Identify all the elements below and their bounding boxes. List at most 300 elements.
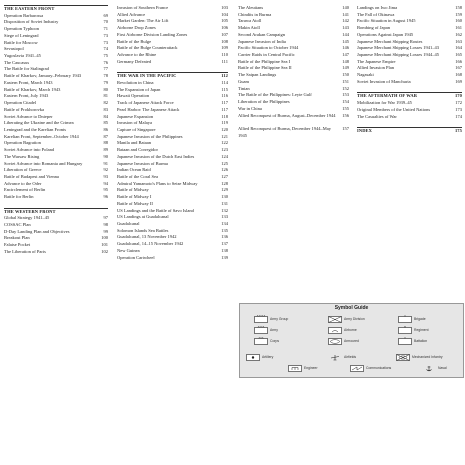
entry-title: The Battle of the Philippines: Leyte Gulf — [238, 92, 312, 98]
entry-title: Battle of the Philippine Sea II — [238, 65, 292, 71]
toc-column-1 — [4, 5, 108, 256]
page-number: 168 — [455, 72, 462, 78]
page-number: 112 — [221, 73, 228, 79]
entry-title: Guadalcanal, 14–15 November 1942 — [117, 241, 184, 247]
page-number: 160 — [455, 18, 462, 24]
toc-entry — [117, 221, 228, 228]
corps-symbol: XXX Corps — [254, 337, 279, 345]
page-number: 136 — [221, 234, 228, 240]
entry-title: The Battle for Stalingrad — [4, 66, 49, 72]
page-number: 162 — [455, 31, 462, 37]
entry-title: Allied Reconquest of Burma, December 1944–May 1945 — [238, 125, 331, 138]
entry-title: Second Arakan Campaign — [238, 31, 285, 37]
page-number: 139 — [221, 254, 228, 260]
page-number: 104 — [221, 11, 228, 17]
section-spacer — [357, 120, 462, 127]
toc-section-heading — [117, 72, 228, 80]
toc-entry — [238, 99, 349, 106]
entry-title: Carrier Raids in Central Pacific — [238, 52, 295, 58]
toc-entry — [4, 40, 108, 47]
toc-entry — [4, 167, 108, 174]
page-number: 73 — [103, 32, 108, 38]
entry-title: Allied Advance — [117, 11, 146, 17]
entry-title: Nagasaki — [357, 72, 374, 78]
entry-title: Market Garden: The Air Lift — [117, 18, 169, 24]
page-number: 83 — [103, 106, 108, 112]
entry-title: Airborne Drop Zones — [117, 25, 156, 31]
brigade-icon — [398, 315, 412, 323]
entry-title: Sevastopol — [4, 46, 24, 52]
entry-title: Battle for Berlin — [4, 194, 34, 200]
toc-entry — [4, 154, 108, 161]
page-number: 146 — [342, 45, 349, 51]
toc-entry — [117, 174, 228, 181]
toc-entry — [117, 18, 228, 25]
entry-title: The Aleutians — [238, 5, 264, 10]
entry-title: Japanese Merchant Shipping Losses 1944–45 — [357, 52, 439, 58]
toc-entry — [4, 107, 108, 114]
svg-text:XXXX: XXXX — [257, 326, 265, 329]
toc-entry — [117, 52, 228, 59]
toc-entry — [357, 100, 462, 107]
toc-entry — [4, 46, 108, 53]
toc-entry — [4, 53, 108, 60]
entry-title: Original Members of the United Nations — [357, 106, 431, 112]
toc-entry — [238, 65, 349, 72]
entry-title: US Landings at Guadalcanal — [117, 214, 169, 220]
svg-text:II: II — [404, 337, 406, 340]
artillery-icon — [246, 353, 260, 361]
page-number: 82 — [103, 100, 108, 106]
toc-entry — [357, 32, 462, 39]
entry-title: Soviet Invasion of Manchuria — [357, 78, 411, 84]
svg-text:X: X — [404, 315, 406, 318]
page-number: 124 — [221, 153, 228, 159]
page-number: 96 — [103, 194, 108, 200]
toc-entry — [117, 80, 228, 87]
section-title: THE WAR IN THE PACIFIC — [117, 73, 177, 79]
toc-entry — [117, 161, 228, 168]
page-number: 110 — [221, 52, 228, 58]
entry-title: Battle of Prokhorovka — [4, 106, 44, 112]
toc-entry — [4, 181, 108, 188]
entry-title: The Fall of Okinawa — [357, 11, 395, 17]
toc-entry — [117, 187, 228, 194]
toc-entry — [117, 181, 228, 188]
entry-title: US Landings and the Battle of Savo Island — [117, 207, 194, 213]
toc-entry — [238, 5, 349, 12]
toc-entry — [238, 39, 349, 46]
page-number: 121 — [221, 133, 228, 139]
entry-title: The Warsaw Rising — [4, 153, 40, 159]
toc-entry — [4, 222, 108, 229]
toc-entry — [4, 235, 108, 242]
entry-title: Battle of the Coral Sea — [117, 173, 158, 179]
entry-title: Bombing of Japan — [357, 25, 390, 31]
entry-title: Advance to the Rhine — [117, 52, 157, 58]
entry-title: Operations Against Japan 1945 — [357, 31, 414, 37]
page-number: 144 — [342, 31, 349, 37]
toc-entry — [117, 194, 228, 201]
page-number: 103 — [221, 5, 228, 10]
page-number: 85 — [103, 120, 108, 126]
page-number: 170 — [454, 93, 462, 99]
page-number: 80 — [103, 86, 108, 92]
page-number: 152 — [342, 85, 349, 91]
entry-title: Track of Japanese Attack Force — [117, 100, 174, 106]
page-number: 92 — [103, 167, 108, 173]
entry-title: Landings on Iwo Jima — [357, 5, 398, 10]
toc-entry — [357, 52, 462, 59]
toc-entry — [238, 52, 349, 59]
toc-entry — [4, 242, 108, 249]
page-number: 90 — [103, 153, 108, 159]
entry-title: Invasion of Southern France — [117, 5, 169, 10]
entry-title: Germany Defeated — [117, 58, 152, 64]
toc-entry — [238, 32, 349, 39]
entry-title: The Liberation of Paris — [4, 248, 46, 254]
page-number: 107 — [221, 31, 228, 37]
page-number: 141 — [342, 11, 349, 17]
regiment-icon — [398, 326, 412, 334]
airborne-symbol: Airborne — [328, 326, 357, 334]
toc-entry — [117, 32, 228, 39]
entry-title: Tinian — [238, 85, 250, 91]
page-number: 138 — [221, 247, 228, 253]
toc-entry — [117, 114, 228, 121]
entry-title: Siege of Leningrad — [4, 32, 39, 38]
page-number: 155 — [342, 105, 349, 111]
army-symbol: XXXX Army — [254, 326, 278, 334]
page-number: 174 — [455, 113, 462, 119]
toc-entry — [238, 92, 349, 99]
entry-title: Soviet Advance to Dnieper — [4, 113, 53, 119]
toc-entry — [117, 140, 228, 147]
entry-title: Hawaii Operation — [117, 93, 150, 99]
naval-symbol: Naval — [422, 364, 447, 372]
toc-entry — [357, 18, 462, 25]
toc-entry — [117, 167, 228, 174]
toc-entry — [4, 127, 108, 134]
page-number: 117 — [221, 106, 228, 112]
page-number: 76 — [103, 59, 108, 65]
page-number: 142 — [342, 18, 349, 24]
toc-entry — [4, 174, 108, 181]
page-number: 140 — [342, 5, 349, 10]
page-number: 154 — [342, 99, 349, 105]
page-number: 134 — [221, 221, 228, 226]
toc-entry — [117, 214, 228, 221]
entry-title: Liberating the Ukraine and the Crimea — [4, 120, 74, 126]
entry-title: Battle of the Bulge — [117, 38, 152, 44]
page-number: 116 — [221, 93, 228, 99]
toc-entry — [117, 100, 228, 107]
entry-title: The Expansion of Japan — [117, 86, 161, 92]
engineer-symbol: Engineer — [288, 364, 318, 372]
entry-title: Tarawa Atoll — [238, 18, 262, 24]
page-number: 70 — [103, 19, 108, 25]
page-number: 145 — [342, 38, 349, 44]
engineer-icon — [288, 364, 302, 372]
entry-title: Allied Invasion Plan — [357, 65, 394, 71]
army-icon — [254, 326, 268, 334]
army-group-icon — [254, 315, 268, 323]
toc-entry — [238, 86, 349, 93]
toc-entry — [357, 107, 462, 114]
entry-title: Operation Citadel — [4, 100, 37, 106]
entry-title: Japanese Invasion of Burma — [117, 160, 168, 166]
toc-entry — [4, 33, 108, 40]
page-number: 123 — [221, 147, 228, 153]
page-number: 94 — [103, 180, 108, 186]
svg-text:XXXXX: XXXXX — [256, 315, 266, 318]
page-number: 161 — [455, 25, 462, 31]
toc-entry — [117, 45, 228, 52]
entry-title: The Japanese Empire — [357, 58, 396, 64]
section-spacer — [117, 65, 228, 72]
army-division-symbol: Army Division — [328, 315, 365, 323]
toc-entry — [4, 66, 108, 73]
entry-title: Admiral Yamamoto's Plans to Seize Midway — [117, 180, 198, 186]
entry-title: Global Strategy 1941–45 — [4, 215, 50, 221]
communications-icon — [350, 364, 364, 372]
toc-entry — [117, 248, 228, 255]
entry-title: Karelian Front, September–October 1944 — [4, 133, 79, 139]
airfields-symbol: Airfields — [328, 353, 356, 361]
toc-entry — [117, 93, 228, 100]
page-number: 88 — [103, 140, 108, 146]
page-number: 172 — [455, 100, 462, 106]
page-number: 77 — [103, 66, 108, 72]
toc-entry — [238, 79, 349, 86]
entry-title: Invasion of Malaya — [117, 120, 152, 126]
entry-title: Battle of Midway I — [117, 194, 152, 200]
toc-entry — [4, 114, 108, 121]
entry-title: COSSAC Plan — [4, 222, 31, 227]
entry-title: Battle of Kharkov, January–February 1943 — [4, 73, 82, 79]
toc-entry — [357, 79, 462, 86]
toc-column-3 — [238, 5, 349, 139]
toc-entry — [238, 12, 349, 19]
page-number: 129 — [221, 187, 228, 193]
entry-title: Liberation of the Philippines — [238, 99, 290, 105]
toc-entry — [4, 120, 108, 127]
page-number: 175 — [454, 127, 462, 133]
page-number: 109 — [221, 45, 228, 51]
toc-section-heading — [4, 208, 108, 216]
page-number: 167 — [455, 65, 462, 71]
toc-entry — [4, 19, 108, 26]
page-number: 148 — [342, 58, 349, 64]
toc-column-2 — [117, 5, 228, 261]
page-number: 81 — [103, 93, 108, 99]
entry-title: Yugoslavia 1941–45 — [4, 53, 41, 59]
toc-entry — [357, 45, 462, 52]
entry-title: Pacific Situation in August 1945 — [357, 18, 416, 24]
entry-title: Chindits in Burma — [238, 11, 272, 17]
toc-entry — [238, 18, 349, 25]
entry-title: Operation Cartwheel — [117, 254, 155, 260]
page-number: 84 — [103, 113, 108, 119]
corps-icon — [254, 337, 268, 345]
toc-entry — [117, 107, 228, 114]
page-number: 131 — [221, 200, 228, 206]
toc-entry — [117, 154, 228, 161]
battalion-symbol: II Battalion — [398, 337, 427, 345]
section-spacer — [4, 201, 108, 208]
entry-title: Japanese Invasion of the Philippines — [117, 133, 183, 139]
toc-entry — [238, 25, 349, 32]
entry-title: Soviet Advance into Romania and Hungary — [4, 160, 83, 166]
page-number: 126 — [221, 167, 228, 173]
page-number: 71 — [103, 26, 108, 32]
toc-entry — [357, 12, 462, 19]
toc-entry — [117, 147, 228, 154]
toc-entry — [4, 100, 108, 107]
brigade-symbol: X Brigade — [398, 315, 426, 323]
toc-entry — [117, 134, 228, 141]
toc-entry — [238, 59, 349, 66]
toc-entry — [4, 147, 108, 154]
artillery-symbol: Artillery — [246, 353, 273, 361]
entry-title: Guadalcanal, 13 November 1942 — [117, 234, 177, 240]
entry-title: Encirclement of Berlin — [4, 187, 46, 193]
page-number: 98 — [103, 222, 108, 227]
entry-title: Battle of Midway — [117, 187, 149, 193]
entry-title: Battle for Moscow — [4, 39, 38, 45]
page-number: 79 — [103, 79, 108, 85]
page-number: 127 — [221, 173, 228, 179]
page-number: 164 — [455, 45, 462, 51]
page-number: 156 — [342, 112, 349, 118]
page-number: 117 — [221, 100, 228, 106]
page-number: 150 — [342, 72, 349, 78]
page-number: 149 — [342, 65, 349, 71]
regiment-symbol: III Regiment — [398, 326, 429, 334]
entry-title: New Guinea — [117, 247, 140, 253]
entry-title: The Casualties of War — [357, 113, 397, 119]
entry-title: Operation Typhoon — [4, 26, 39, 32]
anchor-icon — [422, 364, 436, 372]
page-number: 137 — [221, 241, 228, 247]
entry-title: Capture of Singapore — [117, 126, 156, 132]
mechanized-infantry-icon — [396, 353, 410, 361]
page-number: 163 — [455, 38, 462, 44]
page-number: 125 — [221, 160, 228, 166]
page-number: 86 — [103, 126, 108, 132]
toc-entry — [117, 59, 228, 66]
entry-title: Mobilization for War 1939–45 — [357, 100, 412, 106]
page-number: 102 — [101, 248, 108, 254]
toc-entry — [117, 120, 228, 127]
page-number: 105 — [221, 18, 228, 24]
symbol-guide-title: Symbol Guide — [334, 305, 369, 311]
svg-text:XXX: XXX — [258, 337, 264, 340]
page-number: 173 — [455, 106, 462, 112]
page-number: 166 — [455, 58, 462, 64]
page-number: 147 — [342, 52, 349, 58]
toc-entry — [357, 59, 462, 66]
entry-title: Japanese Invasion of the Dutch East Indies — [117, 153, 195, 159]
toc-entry — [238, 72, 349, 79]
toc-entry — [4, 215, 108, 222]
toc-entry — [4, 249, 108, 256]
toc-entry — [117, 25, 228, 32]
toc-entry — [117, 127, 228, 134]
armoured-symbol: Armoured — [328, 337, 359, 345]
toc-entry — [4, 87, 108, 94]
toc-entry — [238, 106, 349, 113]
entry-title: Makin Atoll — [238, 25, 260, 31]
section-title: THE WESTERN FRONT — [4, 208, 56, 214]
page-number: 115 — [221, 86, 228, 92]
entry-title: Japanese Merchant Shipping Routes — [357, 38, 423, 44]
toc-entry — [357, 114, 462, 121]
page-number: 165 — [455, 52, 462, 58]
page-number: 132 — [221, 207, 228, 213]
entry-title: Japanese Expansion — [117, 113, 154, 119]
toc-entry — [4, 26, 108, 33]
toc-entry — [4, 140, 108, 147]
toc-entry — [4, 13, 108, 20]
toc-entry — [357, 72, 462, 79]
toc-entry — [357, 39, 462, 46]
battalion-icon — [398, 337, 412, 345]
entry-title: War in China — [238, 105, 262, 111]
toc-entry — [117, 241, 228, 248]
page-number: 74 — [103, 46, 108, 52]
page-number: 128 — [221, 180, 228, 186]
section-title: THE EASTERN FRONT — [4, 6, 55, 11]
page-number: 69 — [103, 12, 108, 18]
toc-entry — [4, 161, 108, 168]
entry-title: Operation Bagration — [4, 140, 41, 146]
toc-section-heading — [357, 92, 462, 100]
entry-title: Battle of the Philippine Sea I — [238, 58, 291, 64]
toc-entry — [238, 45, 349, 52]
toc-entry — [357, 65, 462, 72]
entry-title: Pearl Harbor: The Japanese Attack — [117, 106, 180, 112]
page-number: 143 — [342, 25, 349, 31]
page-number: 73 — [103, 39, 108, 45]
toc-entry — [117, 234, 228, 241]
entry-title: Japanese Invasion of India — [238, 38, 286, 44]
entry-title: Japanese Merchant Shipping Losses 1941–43 — [357, 45, 439, 51]
page-number: 78 — [103, 73, 108, 79]
page-number: 122 — [221, 140, 228, 146]
division-icon — [328, 315, 342, 323]
toc-entry — [4, 73, 108, 80]
page-number: 130 — [221, 194, 228, 200]
page-number: 101 — [101, 242, 108, 248]
page-number: 91 — [103, 160, 108, 166]
entry-title: Eastern Front, March 1943 — [4, 79, 53, 85]
svg-text:III: III — [403, 326, 407, 329]
toc-column-4 — [357, 5, 462, 135]
entry-title: Battle of Budapest and Vienna — [4, 173, 59, 179]
entry-title: Battle of the Bulge Counterattack — [117, 45, 178, 51]
page-number: 99 — [103, 228, 108, 234]
section-title: THE AFTERMATH OF WAR — [357, 93, 418, 99]
toc-entry — [4, 134, 108, 141]
page-number: 133 — [221, 214, 228, 220]
page-number: 95 — [103, 187, 108, 193]
entry-title: Leningrad and the Karelian Fronts — [4, 126, 66, 132]
toc-section-heading — [4, 5, 108, 13]
entry-title: Falaise Pocket — [4, 242, 31, 248]
page-number: 119 — [221, 120, 228, 126]
symbol-guide — [239, 303, 464, 378]
